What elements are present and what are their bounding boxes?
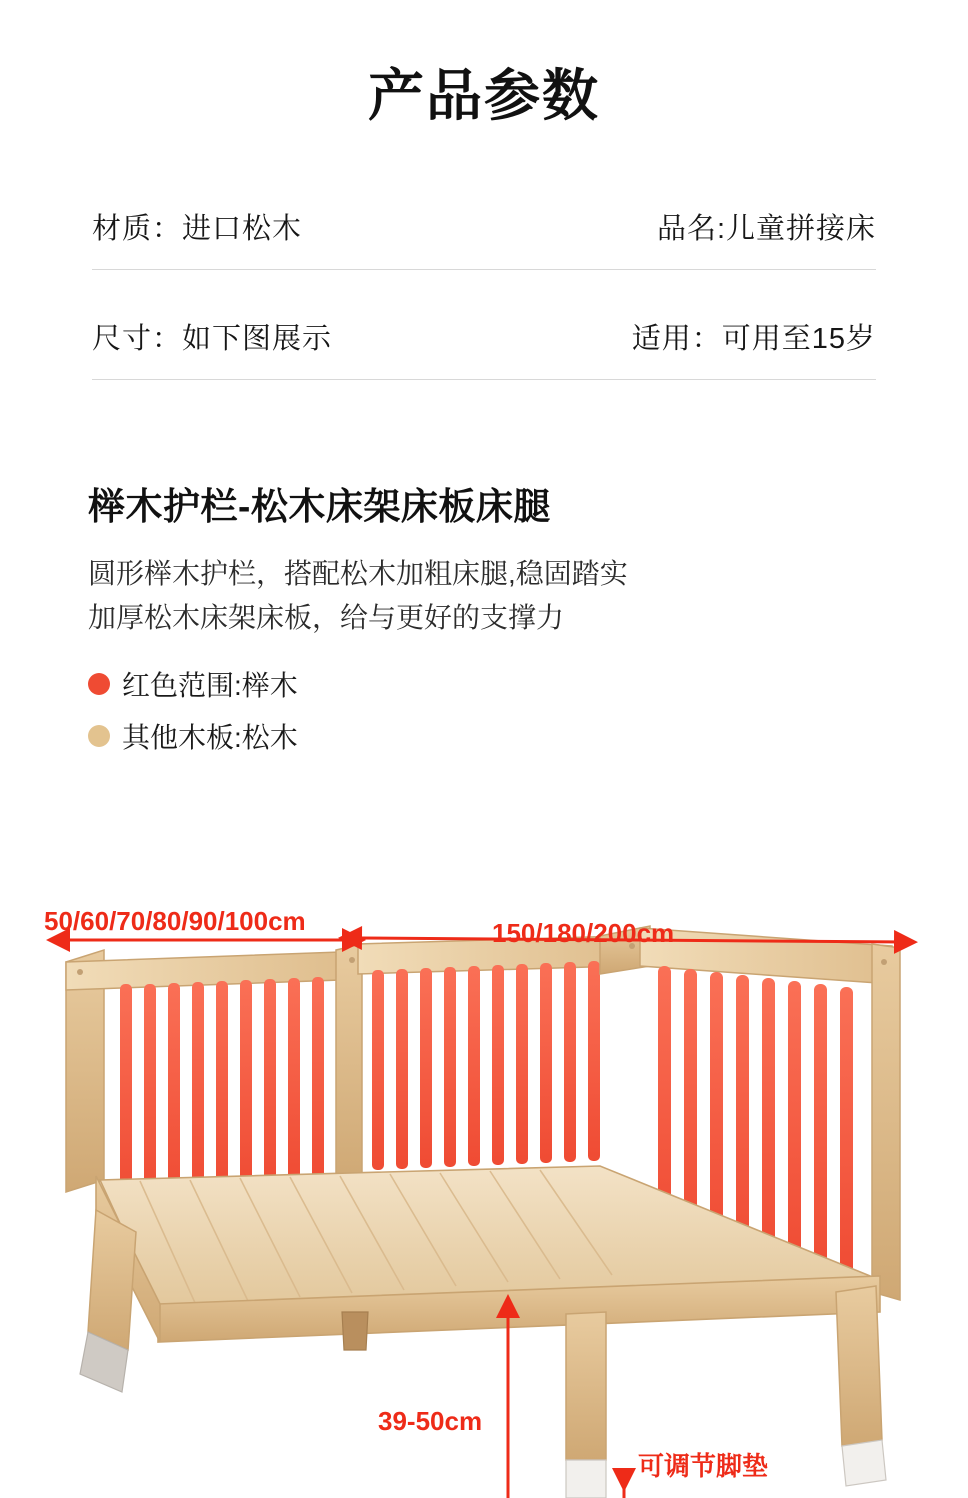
spec-material-label: 材质：进口松木 xyxy=(92,213,303,245)
table-row xyxy=(92,316,876,380)
dimension-label-height: 39-50cm xyxy=(378,1406,483,1436)
dimension-label-length: 150/180/200cm xyxy=(492,918,675,948)
spec-table xyxy=(92,206,876,380)
feature-description-line-2: 加厚松木床架床板，给与更好的支撑力 xyxy=(88,602,565,633)
dimension-overlay xyxy=(0,880,968,1498)
spec-age-label: 适用：可用至15岁 xyxy=(631,323,876,355)
spec-size-label: 尺寸：如下图展示 xyxy=(92,323,333,355)
spec-product-name: 品名:儿童拼接床 xyxy=(656,213,876,245)
list-item xyxy=(88,716,888,756)
feature-block xyxy=(88,476,888,756)
legend-dot-beech-icon xyxy=(88,673,110,695)
bed-diagram xyxy=(0,880,968,1498)
feature-description xyxy=(88,552,888,640)
list-item xyxy=(88,664,888,704)
page-title: 产品参数 xyxy=(368,64,600,127)
dimension-label-width: 50/60/70/80/90/100cm xyxy=(44,906,306,936)
feature-description-line-1: 圆形榉木护栏，搭配松木加粗床腿,稳固踏实 xyxy=(88,558,628,589)
feature-heading: 榉木护栏-松木床架床板床腿 xyxy=(88,486,551,527)
foot-pad-label: 可调节脚垫 xyxy=(638,1451,769,1481)
legend-label-beech: 红色范围:榉木 xyxy=(122,670,298,701)
legend-label-pine: 其他木板:松木 xyxy=(122,722,298,753)
legend xyxy=(88,664,888,756)
table-row xyxy=(92,206,876,270)
legend-dot-pine-icon xyxy=(88,725,110,747)
